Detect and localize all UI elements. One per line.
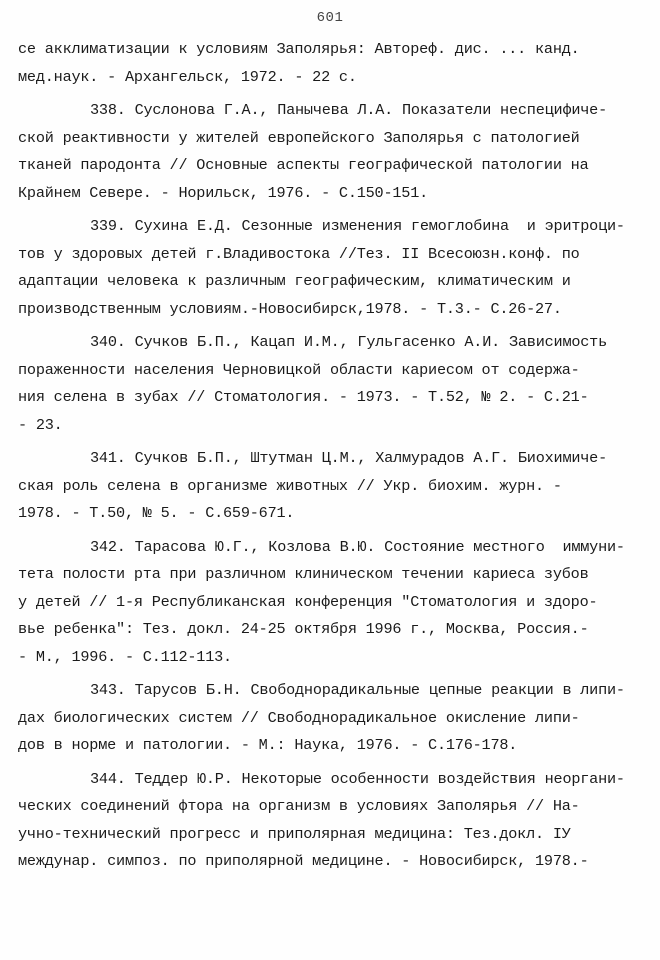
entry-line: ская роль селена в организме животных // Укр. биохим. журн. - [18, 476, 562, 495]
bibliography-entry-341 [18, 445, 638, 528]
bibliography-list [18, 36, 638, 876]
entry-line: - 23. [18, 415, 63, 434]
entry-line: адаптации человека к различным географическим, климатическим и [18, 272, 571, 290]
entry-line: тета полости рта при различном клиническом течении кариеса зубов [18, 565, 589, 583]
bibliography-entry-342 [18, 534, 638, 672]
entry-line: - М., 1996. - С.112-113. [18, 647, 232, 666]
entry-line: производственным условиям.-Новосибирск,1978. - Т.3.- С.26-27. [18, 299, 562, 318]
entry-line: тканей пародонта // Основные аспекты географической патологии на [18, 156, 589, 174]
entry-line: у детей // 1-я Республиканская конференция "Стоматология и здоро- [18, 592, 598, 611]
entry-line: 1978. - Т.50, № 5. - С.659-671. [18, 504, 295, 522]
entry-line: 338. Суслонова Г.А., Панычева Л.А. Показатели неспецифиче- [90, 101, 608, 119]
entry-line: тов у здоровых детей г.Владивостока //Тез. II Всесоюзн.конф. по [18, 244, 580, 263]
entry-line: учно-технический прогресс и приполярная медицина: Тез.докл. IУ [18, 824, 571, 843]
entry-line: вье ребенка": Тез. докл. 24-25 октября 1996 г., Москва, Россия.- [18, 620, 589, 638]
entry-line: ческих соединений фтора на организм в условиях Заполярья // На- [18, 797, 580, 815]
entry-line: 343. Тарусов Б.Н. Свободнорадикальные цепные реакции в липи- [90, 681, 625, 699]
bibliography-entry-343 [18, 677, 638, 760]
bibliography-entry-340 [18, 329, 638, 439]
entry-line: ния селена в зубах // Стоматология. - 1973. - Т.52, № 2. - С.21- [18, 388, 589, 406]
entry-line: 341. Сучков Б.П., Штутман Ц.М., Халмурадов А.Г. Биохимиче- [90, 449, 608, 467]
entry-line: се акклиматизации к условиям Заполярья: Автореф. дис. ... канд. [18, 40, 580, 58]
bibliography-entry-339 [18, 213, 638, 323]
entry-line: мед.наук. - Архангельск, 1972. - 22 с. [18, 67, 357, 86]
entry-line: 339. Сухина Е.Д. Сезонные изменения гемоглобина и эритроци- [90, 217, 625, 235]
entry-line: 344. Теддер Ю.Р. Некоторые особенности воздействия неоргани- [90, 769, 625, 788]
entry-line: пораженности населения Черновицкой области кариесом от содержа- [18, 360, 580, 379]
page-number: 601 [316, 10, 344, 26]
entry-line: междунар. симпоз. по приполярной медицине. - Новосибирск, 1978.- [18, 852, 589, 870]
entry-line: дах биологических систем // Свободнорадикальное окисление липи- [18, 708, 580, 727]
entry-line: 342. Тарасова Ю.Г., Козлова В.Ю. Состояние местного иммуни- [90, 537, 625, 556]
entry-line: Крайнем Севере. - Норильск, 1976. - С.150-151. [18, 183, 429, 202]
bibliography-entry-344 [18, 766, 638, 876]
bibliography-entry-continued [18, 36, 638, 91]
entry-line: 340. Сучков Б.П., Кацап И.М., Гульгасенко А.И. Зависимость [90, 333, 608, 351]
entry-line: ской реактивности у жителей европейского Заполярья с патологией [18, 128, 580, 147]
entry-line: дов в норме и патологии. - М.: Наука, 1976. - С.176-178. [18, 736, 518, 754]
bibliography-entry-338 [18, 97, 638, 207]
